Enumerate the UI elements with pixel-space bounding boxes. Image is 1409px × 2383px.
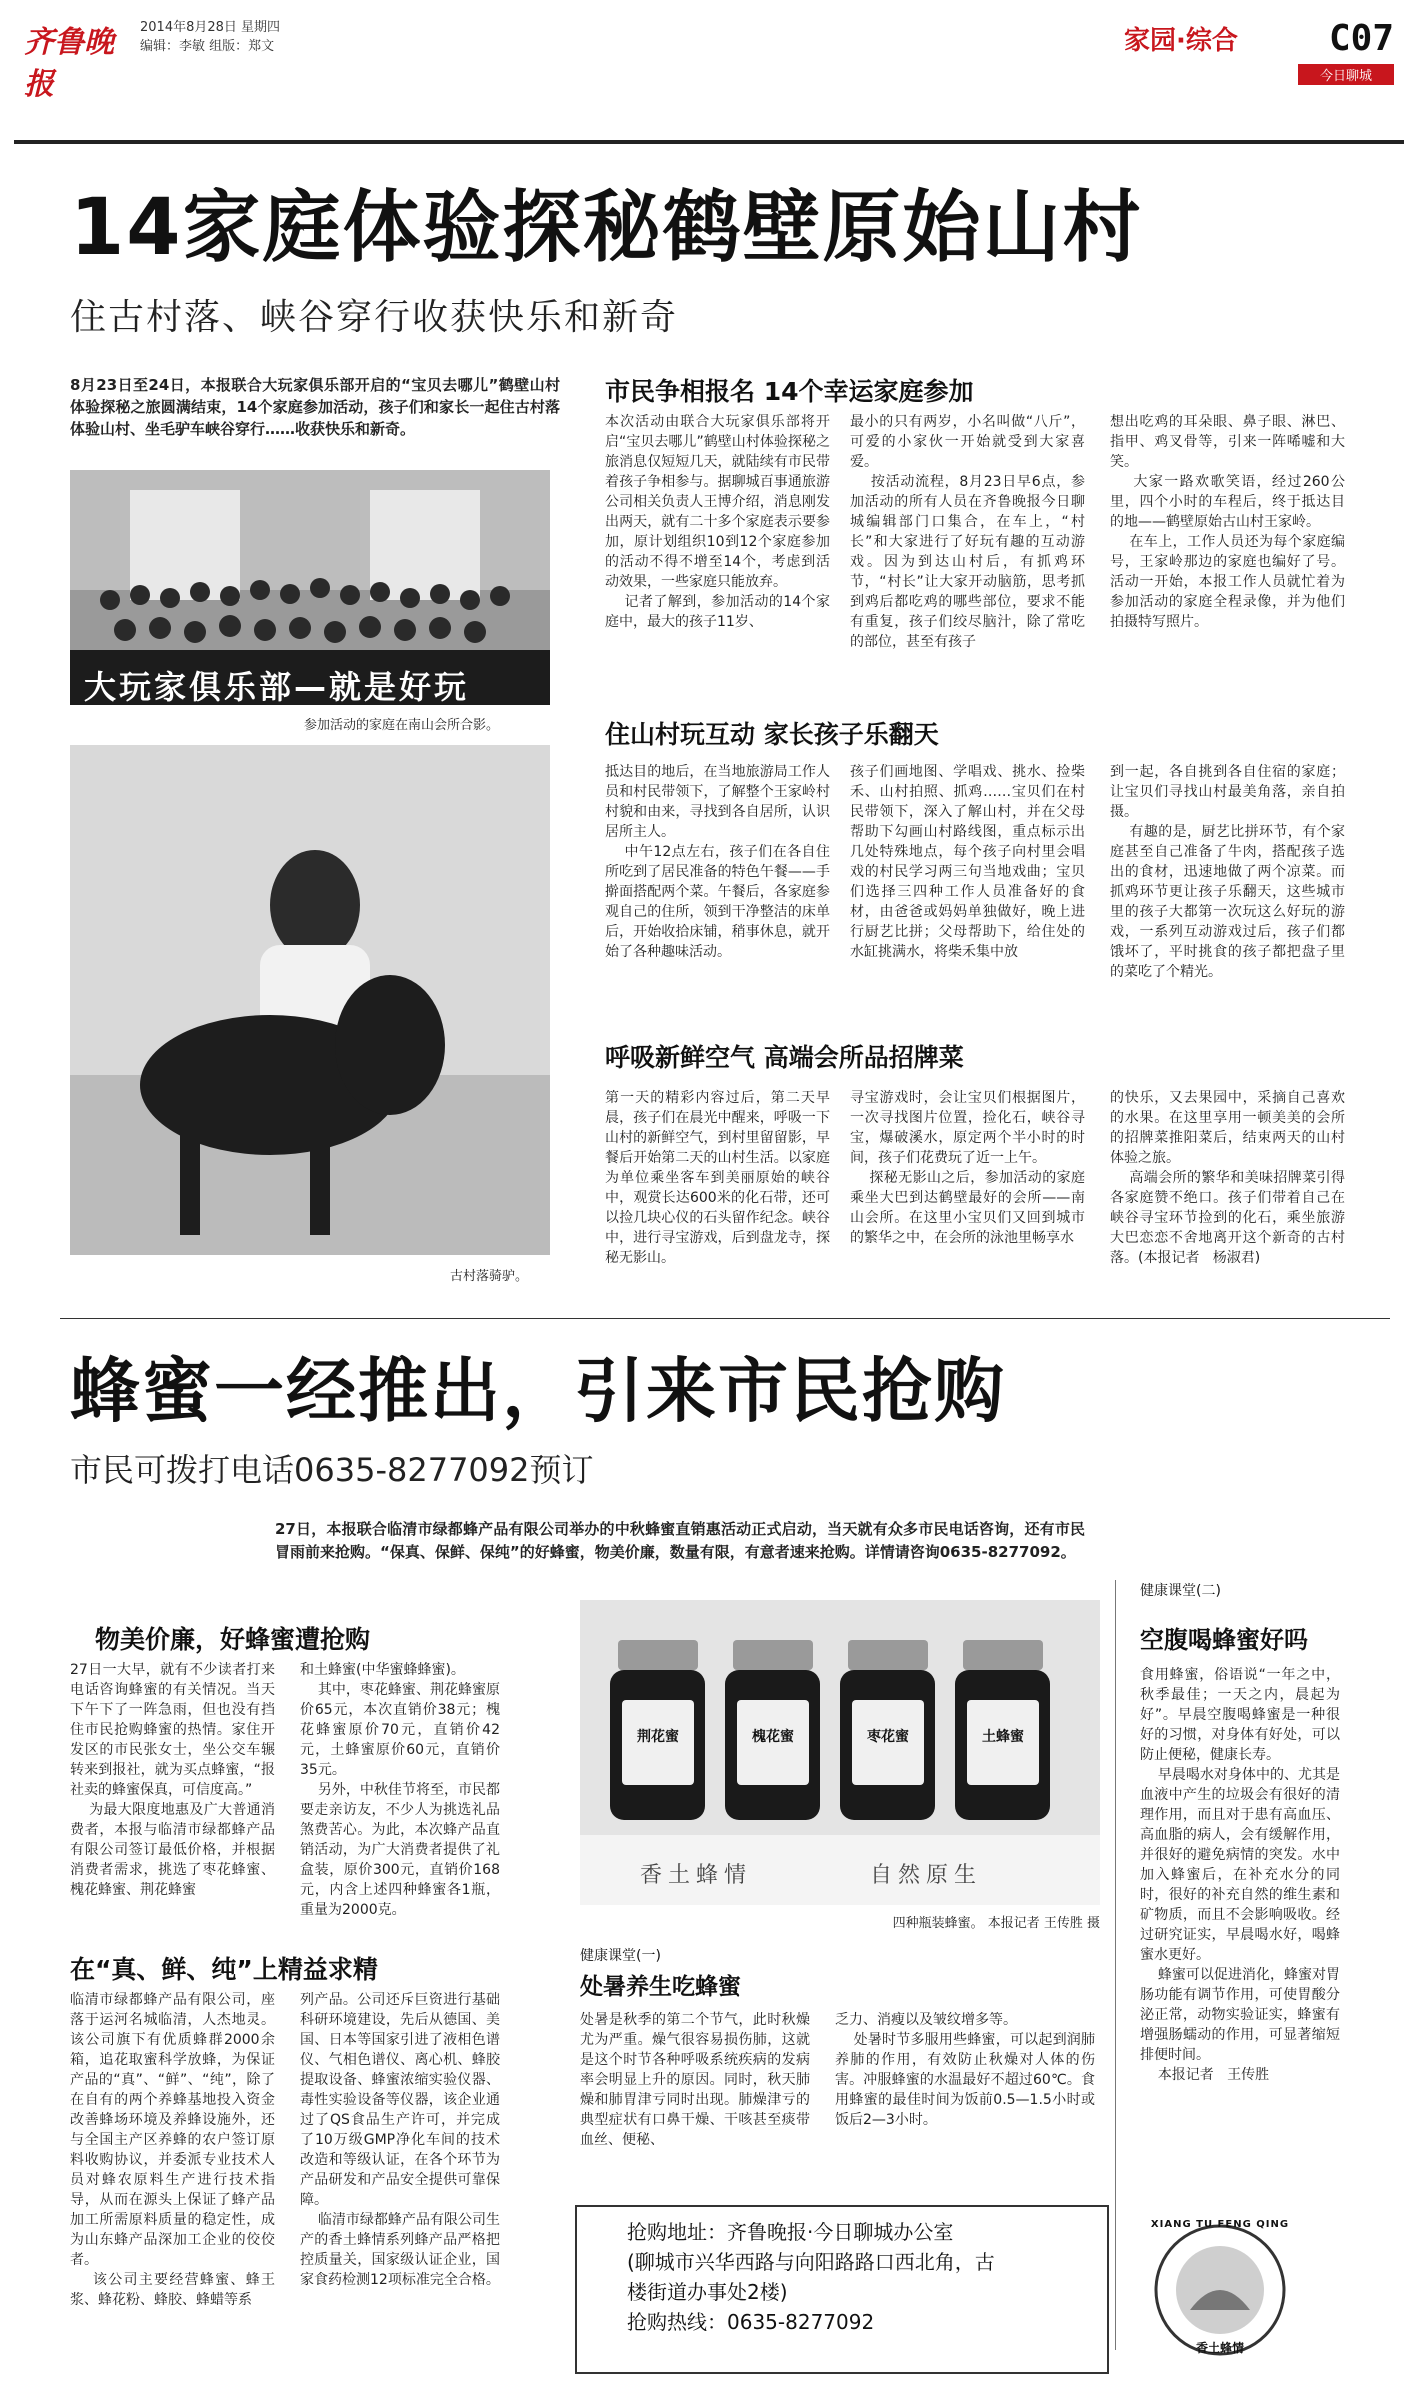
health2-tag: 健康课堂(二) <box>1140 1583 1221 1599</box>
honey-sub1-heading: 物美价廉，好蜂蜜遭抢购 <box>95 1625 371 1654</box>
logo-bottom-text: 香土蜂情 <box>1195 2341 1244 2355</box>
section2-col2: 孩子们画地图、学唱戏、挑水、捡柴禾、山村拍照、抓鸡……宝贝们在村民带领下，深入了解山村，并在父母帮助下勾画山村路线图，重点标示出几处特殊地点，每个孩子向村里会唱戏的村民学习两三句当地戏曲；宝贝们选择三四种工作人员准备好的食材，由爸爸或妈妈单独做好，晚上进行厨艺比拼；父母帮助下，给住处的水缸挑满水，将柴禾集中放 <box>850 764 1085 960</box>
section3-col2: 寻宝游戏时，会让宝贝们根据图片，一次寻找图片位置，捡化石，峡谷寻宝，爆破溪水，原定两个半小时的时间，孩子们花费玩了近一上午。 探秘无影山之后，参加活动的家庭乘坐大巴到达鹤壁最好的会所——南山会所。在这里小宝贝们又回到城市的繁华之中，在会所的泳池里畅享水 <box>850 1090 1085 1246</box>
section1-col1: 本次活动由联合大玩家俱乐部将开启“宝贝去哪儿”鹤壁山村体验探秘之旅消息仅短短几天，就陆续有市民带着孩子争相参与。据聊城百事通旅游公司相关负责人王博介绍，消息刚发出两天，就有二十多个家庭表示要参加，原计划组织10到12个家庭参加的活动不得不增至14个，考虑到活动效果，一些家庭只能放弃。 记者了解到，参加活动的14个家庭中，最大的孩子11岁、 <box>605 414 830 630</box>
section3-col3: 的快乐，又去果园中，采摘自己喜欢的水果。在这里享用一顿美美的会所的招牌菜推阳菜后，结束两天的山村体验之旅。 高端会所的繁华和美味招牌菜引得各家庭赞不绝口。孩子们带着自己在峡谷寻宝环节捡到的化石，乘坐旅游大巴恋恋不舍地离开这个新奇的古村落。(本报记者 杨淑君) <box>1110 1090 1345 1266</box>
health2-heading: 空腹喝蜂蜜好吗 <box>1140 1626 1308 1654</box>
date-line: 2014年8月28日 星期四 <box>140 20 281 35</box>
health1-tag: 健康课堂(一) <box>580 1948 661 1964</box>
honey-sub1-col2: 和土蜂蜜(中华蜜蜂蜂蜜)。 其中，枣花蜂蜜、荆花蜂蜜原价65元，本次直销价38元；槐花蜂蜜原价70元，直销价42元，土蜂蜜原价60元，直销价35元。 另外，中秋佳节将至，市民都要走亲访友，不少人为挑选礼品煞费苦心。为此，本次蜂产品直销活动，为广大消费者提供了礼盒装，原价300元，直销价168元，内含上述四种蜂蜜各1瓶，重量为2000克。 <box>300 1662 500 1918</box>
group-photo-banner: 大玩家俱乐部—就是好玩 <box>84 668 470 705</box>
honey-photo-caption: 四种瓶装蜂蜜。 本报记者 王传胜 摄 <box>892 1916 1100 1931</box>
group-photo <box>70 470 550 705</box>
donkey-photo-caption: 古村落骑驴。 <box>450 1269 529 1284</box>
section-title: 家园·综合 <box>1124 26 1238 56</box>
story1-lead: 8月23日至24日，本报联合大玩家俱乐部开启的“宝贝去哪儿”鹤壁山村体验探秘之旅圆满结束，14个家庭参加活动，孩子们和家长一起住古村落体验山村、坐毛驴车峡谷穿行……收获快乐和新奇。 <box>70 376 560 438</box>
section2-col1: 抵达目的地后，在当地旅游局工作人员和村民带领下，了解整个王家岭村村貌和由来，寻找到各自居所，认识居所主人。 中午12点左右，孩子们在各自住所吃到了居民准备的特色午餐——手擀面搭配两个菜。午餐后，各家庭参观自己的住所，领到干净整洁的床单后，开始收拾床铺，稍事休息，就开始了各种趣味活动。 <box>605 764 830 960</box>
masthead-meta <box>140 18 280 56</box>
top-rule <box>14 140 1404 144</box>
story2-subheadline: 市民可拨打电话0635-8277092预订 <box>70 1451 594 1489</box>
section1-heading: 市民争相报名 14个幸运家庭参加 <box>605 377 974 406</box>
honey-sub1-col1: 27日一大早，就有不少读者打来电话咨询蜂蜜的有关情况。当天下午下了一阵急雨，但也没有挡住市民抢购蜂蜜的热情。家住开发区的市民张女士，坐公交车辗转来到报社，就为买点蜂蜜，“报社卖的蜂蜜保真，可信度高。” 为最大限度地惠及广大普通消费者，本报与临清市绿都蜂产品有限公司签订最低价格，并根据消费者需求，挑选了枣花蜂蜜、槐花蜂蜜、荆花蜂蜜 <box>70 1662 275 1898</box>
group-photo-caption: 参加活动的家庭在南山会所合影。 <box>304 718 500 733</box>
column-divider <box>1115 1580 1116 2350</box>
buy-hotline: 抢购热线：0635-8277092 <box>627 2310 875 2334</box>
jar-label-3: 枣花蜜 <box>867 1729 909 1745</box>
honey-banner-left: 香土蜂情 <box>640 1863 753 1888</box>
story-divider <box>60 1318 1390 1319</box>
purchase-info <box>577 2207 1107 2337</box>
donkey-photo-image <box>70 745 550 1255</box>
section1-col2: 最小的只有两岁，小名叫做“八斤”，可爱的小家伙一开始就受到大家喜爱。 按活动流程，8月23日早6点，参加活动的所有人员在齐鲁晚报今日聊城编辑部门口集合，在车上，“村长”和大家进行了好玩有趣的互动游戏。因为到达山村后，有抓鸡环节，“村长”让大家开动脑筋，思考抓到鸡后都吃鸡的哪些部位，要求不能有重复，孩子们绞尽脑汁，除了常吃的部位，甚至有孩子 <box>850 414 1085 650</box>
health1-col2: 乏力、消瘦以及皱纹增多等。 处暑时节多服用些蜂蜜，可以起到润肺养肺的作用，有效防止秋燥对人体的伤害。冲服蜂蜜的水温最好不超过60℃。食用蜂蜜的最佳时间为饭前0.5—1.5小时或饭后2—3小时。 <box>835 2012 1095 2128</box>
story2-lead: 27日，本报联合临清市绿都蜂产品有限公司举办的中秋蜂蜜直销惠活动正式启动，当天就有众多市民电话咨询，还有市民冒雨前来抢购。“保真、保鲜、保纯”的好蜂蜜，物美价廉，数量有限，有意者速来抢购。详情请咨询0635-8277092。 <box>275 1520 1085 1561</box>
section2-heading: 住山村玩互动 家长孩子乐翻天 <box>605 720 939 749</box>
health2-body: 食用蜂蜜，俗语说“一年之中，秋季最佳；一天之内，晨起为好”。早晨空腹喝蜂蜜是一种很好的习惯，对身体有好处，可以防止便秘，健康长寿。 早晨喝水对身体中的、尤其是血液中产生的垃圾会有很好的清理作用，而且对于患有高血压、高血脂的病人，会有缓解作用，并很好的避免病情的突发。水中加入蜂蜜后，在补充水分的同时，很好的补充自然的维生素和矿物质，而且不会影响吸收。经过研究证实，早晨喝水好，喝蜂蜜水更好。 蜂蜜可以促进消化，蜂蜜对胃肠功能有调节作用，可使胃酸分泌正常，动物实验证实，蜂蜜有增强肠蠕动的作用，可显著缩短排便时间。 本报记者 王传胜 <box>1140 1667 1340 2083</box>
health1-heading: 处暑养生吃蜂蜜 <box>580 1974 741 2000</box>
buy-address-line2: (聊城市兴华西路与向阳路路口西北角，古 <box>627 2250 995 2274</box>
section-subtitle: 今日聊城 <box>1298 64 1394 85</box>
section-header <box>1124 18 1404 82</box>
newspaper-logo: 齐鲁晚报 <box>24 25 114 102</box>
health1-col1: 处暑是秋季的第二个节气，此时秋燥尤为严重。燥气很容易损伤肺，这就是这个时节各种呼吸系统疾病的发病率会明显上升的原因。同时，秋天肺燥和肺胃津亏同时出现。肺燥津亏的典型症状有口鼻干燥、干咳甚至痰带血丝、便秘、 <box>580 2012 810 2148</box>
section2-col3: 到一起，各自挑到各自住宿的家庭；让宝贝们寻找山村最美角落，亲自拍摄。 有趣的是，厨艺比拼环节，有个家庭甚至自己准备了牛肉，搭配孩子选出的食材，迅速地做了两个凉菜。而抓鸡环节更让孩子乐翻天，这些城市里的孩子大都第一次玩这么好玩的游戏，一系列互动游戏过后，孩子们都饿坏了，平时挑食的孩子都把盘子里的菜吃了个精光。 <box>1110 764 1345 980</box>
honey-jars-photo <box>580 1600 1100 1905</box>
logo-ring-text: XIANG TU FENG QING <box>1150 2219 1290 2230</box>
honey-sub2-heading: 在“真、鲜、纯”上精益求精 <box>70 1955 378 1984</box>
section1-col3: 想出吃鸡的耳朵眼、鼻子眼、淋巴、指甲、鸡叉骨等，引来一阵唏嘘和大笑。 大家一路欢歌笑语，经过260公里，四个小时的车程后，终于抵达目的地——鹤壁原始古山村王家岭。 在车上，工作人员还为每个家庭编号，王家岭那边的家庭也编好了号。活动一开始，本报工作人员就忙着为参加活动的家庭全程录像，并为他们拍摄特写照片。 <box>1110 414 1345 630</box>
story1-headline: 14家庭体验探秘鹤壁原始山村 <box>70 183 1143 273</box>
jar-label-1: 荆花蜜 <box>637 1729 679 1745</box>
story2-headline: 蜂蜜一经推出，引来市民抢购 <box>70 1350 1006 1432</box>
buy-address-line1: 抢购地址：齐鲁晚报·今日聊城办公室 <box>627 2220 954 2244</box>
editor-line: 编辑：李敏 组版：郑文 <box>140 39 275 54</box>
purchase-info-box <box>575 2205 1109 2374</box>
donkey-photo <box>70 745 550 1255</box>
xiangtu-fengqing-logo <box>1150 2215 1290 2365</box>
section3-heading: 呼吸新鲜空气 高端会所品招牌菜 <box>605 1043 964 1072</box>
honey-sub2-col1: 临清市绿都蜂产品有限公司，座落于运河名城临清，人杰地灵。该公司旗下有优质蜂群2000余箱，追花取蜜科学放蜂，为保证产品的“真”、“鲜”、“纯”，除了在自有的两个养蜂基地投入资金改善蜂场环境及养蜂设施外，还与全国主产区养蜂的农户签订原料收购协议，并委派专业技术人员对蜂农原料生产进行技术指导，从而在源头上保证了蜂产品加工所需原料质量的稳定性，成为山东蜂产品深加工企业的佼佼者。 该公司主要经营蜂蜜、蜂王浆、蜂花粉、蜂胶、蜂蜡等系 <box>70 1992 275 2308</box>
page-number: C07 <box>1328 18 1394 59</box>
section3-col1: 第一天的精彩内容过后，第二天早晨，孩子们在晨光中醒来，呼吸一下山村的新鲜空气，到村里留留影，早餐后开始第二天的山村生活。以家庭为单位乘坐客车到美丽原始的峡谷中，观赏长达600米的化石带，还可以捡几块心仪的石头留作纪念。峡谷中，进行寻宝游戏，后到盘龙寺，探秘无影山。 <box>605 1090 830 1266</box>
jar-label-2: 槐花蜜 <box>752 1729 794 1745</box>
honey-banner-right: 自然原生 <box>870 1863 983 1888</box>
honey-sub2-col2: 列产品。公司还斥巨资进行基础科研环境建设，先后从德国、美国、日本等国家引进了液相色谱仪、气相色谱仪、离心机、蜂胶提取设备、蜂蜜浓缩实验仪器、毒性实验设备等仪器，该企业通过了QS食品生产许可，并完成了10万级GMP净化车间的技术改造和等级认证，在各个环节为产品研发和产品安全提供可靠保障。 临清市绿都蜂产品有限公司生产的香土蜂情系列蜂产品严格把控质量关，国家级认证企业，国家食药检测12项标准完全合格。 <box>300 1992 500 2288</box>
story1-subheadline: 住古村落、峡谷穿行收获快乐和新奇 <box>70 297 679 338</box>
jar-label-4: 土蜂蜜 <box>982 1729 1024 1745</box>
buy-address-line3: 楼街道办事处2楼) <box>627 2280 788 2304</box>
